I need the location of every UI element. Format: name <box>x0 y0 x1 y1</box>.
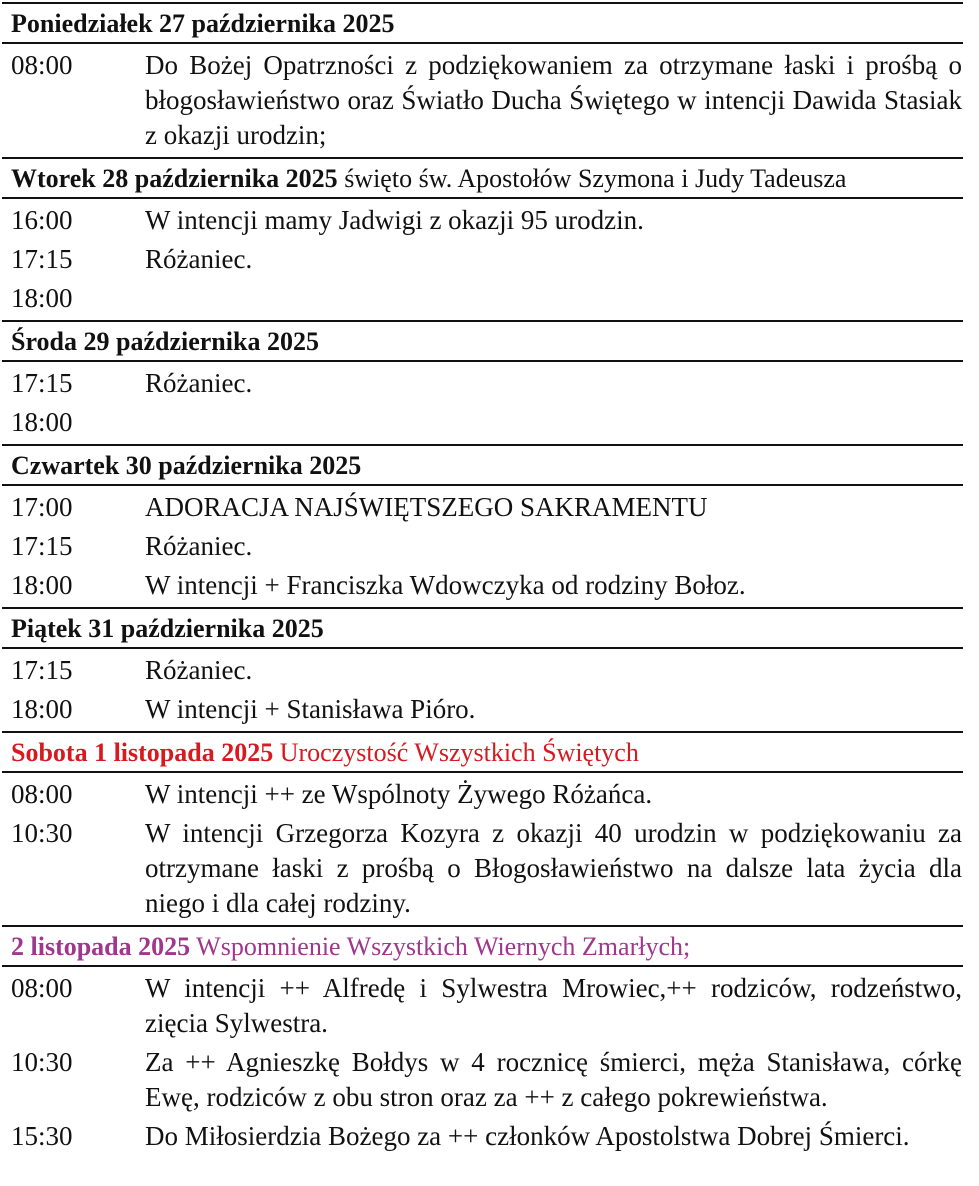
day-section <box>2 322 963 446</box>
days-list <box>2 4 963 1158</box>
mass-entry <box>2 566 963 605</box>
mass-entry <box>2 527 963 566</box>
mass-entry <box>2 46 963 155</box>
mass-entry <box>2 690 963 729</box>
mass-intention <box>145 279 962 283</box>
day-section <box>2 733 963 927</box>
mass-entry <box>2 969 963 1043</box>
day-section <box>2 609 963 733</box>
mass-entry <box>2 1043 963 1117</box>
mass-intention: ADORACJA NAJŚWIĘTSZEGO SAKRAMENTU <box>145 492 708 522</box>
mass-entry <box>2 814 963 923</box>
day-title: Poniedziałek 27 października 2025 <box>11 9 395 38</box>
mass-entry <box>2 403 963 442</box>
day-feast: Wspomnienie Wszystkich Wiernych Zmarłych; <box>190 932 691 961</box>
mass-time: 16:00 <box>11 205 73 235</box>
day-header <box>2 322 963 362</box>
mass-intention <box>145 403 962 407</box>
day-entries <box>2 649 963 733</box>
mass-intention: W intencji + Franciszka Wdowczyka od rodziny Bołoz. <box>145 570 746 600</box>
day-feast: święto św. Apostołów Szymona i Judy Tadeusza <box>337 164 847 193</box>
day-header <box>2 927 963 967</box>
mass-time: 17:15 <box>11 368 73 398</box>
day-header <box>2 733 963 773</box>
day-title: 2 listopada 2025 <box>11 932 191 961</box>
mass-time: 18:00 <box>11 570 73 600</box>
mass-entry <box>2 240 963 279</box>
mass-intention: W intencji ++ Alfredę i Sylwestra Mrowiec,++ rodziców, rodzeństwo, zięcia Sylwestra. <box>145 973 962 1038</box>
day-title: Sobota 1 listopada 2025 <box>11 738 274 767</box>
mass-time: 18:00 <box>11 407 73 437</box>
day-entries <box>2 362 963 446</box>
day-header <box>2 609 963 649</box>
mass-intentions-schedule <box>2 2 963 1158</box>
mass-entry <box>2 279 963 318</box>
mass-entry <box>2 201 963 240</box>
mass-intention: Różaniec. <box>145 531 253 561</box>
day-entries <box>2 199 963 322</box>
day-section <box>2 927 963 1158</box>
day-title: Czwartek 30 października 2025 <box>11 451 362 480</box>
mass-entry <box>2 651 963 690</box>
mass-time: 15:30 <box>11 1121 73 1151</box>
mass-time: 08:00 <box>11 779 73 809</box>
day-section <box>2 4 963 159</box>
day-title: Wtorek 28 października 2025 <box>11 164 338 193</box>
mass-time: 10:30 <box>11 818 73 848</box>
mass-entry <box>2 1117 963 1156</box>
mass-entry <box>2 488 963 527</box>
mass-time: 18:00 <box>11 694 73 724</box>
mass-time: 17:15 <box>11 244 73 274</box>
day-entries <box>2 486 963 609</box>
mass-time: 08:00 <box>11 50 73 80</box>
mass-time: 18:00 <box>11 283 73 313</box>
mass-time: 10:30 <box>11 1047 73 1077</box>
day-section <box>2 159 963 322</box>
day-entries <box>2 44 963 159</box>
day-entries <box>2 773 963 927</box>
day-title: Środa 29 października 2025 <box>11 327 319 356</box>
mass-intention: Za ++ Agnieszkę Bołdys w 4 rocznicę śmierci, męża Stanisława, córkę Ewę, rodziców z obu stron oraz za ++ z całego pokrewieństwa. <box>145 1047 962 1112</box>
day-entries <box>2 967 963 1158</box>
day-header <box>2 446 963 486</box>
mass-intention: W intencji Grzegorza Kozyra z okazji 40 urodzin w podziękowaniu za otrzymane łaski z prośbą o Błogosławieństwo na dalsze lata życia dla niego i dla całej rodziny. <box>145 818 962 918</box>
mass-intention: Różaniec. <box>145 655 253 685</box>
day-header <box>2 159 963 199</box>
day-title: Piątek 31 października 2025 <box>11 614 324 643</box>
mass-intention: Do Bożej Opatrzności z podziękowaniem za otrzymane łaski i prośbą o błogosławieństwo oraz Światło Ducha Świętego w intencji Dawida Stasiak z okazji urodzin; <box>145 50 962 150</box>
mass-intention: W intencji + Stanisława Pióro. <box>145 694 476 724</box>
day-header <box>2 4 963 44</box>
mass-intention: Różaniec. <box>145 368 253 398</box>
day-section <box>2 446 963 609</box>
mass-entry <box>2 775 963 814</box>
mass-time: 17:00 <box>11 492 73 522</box>
mass-intention: W intencji mamy Jadwigi z okazji 95 urodzin. <box>145 205 644 235</box>
day-feast: Uroczystość Wszystkich Świętych <box>273 738 639 767</box>
mass-time: 17:15 <box>11 531 73 561</box>
mass-entry <box>2 364 963 403</box>
mass-intention: Różaniec. <box>145 244 253 274</box>
mass-intention: W intencji ++ ze Wspólnoty Żywego Różańca. <box>145 779 653 809</box>
mass-time: 17:15 <box>11 655 73 685</box>
mass-intention: Do Miłosierdzia Bożego za ++ członków Apostolstwa Dobrej Śmierci. <box>145 1121 910 1151</box>
mass-time: 08:00 <box>11 973 73 1003</box>
